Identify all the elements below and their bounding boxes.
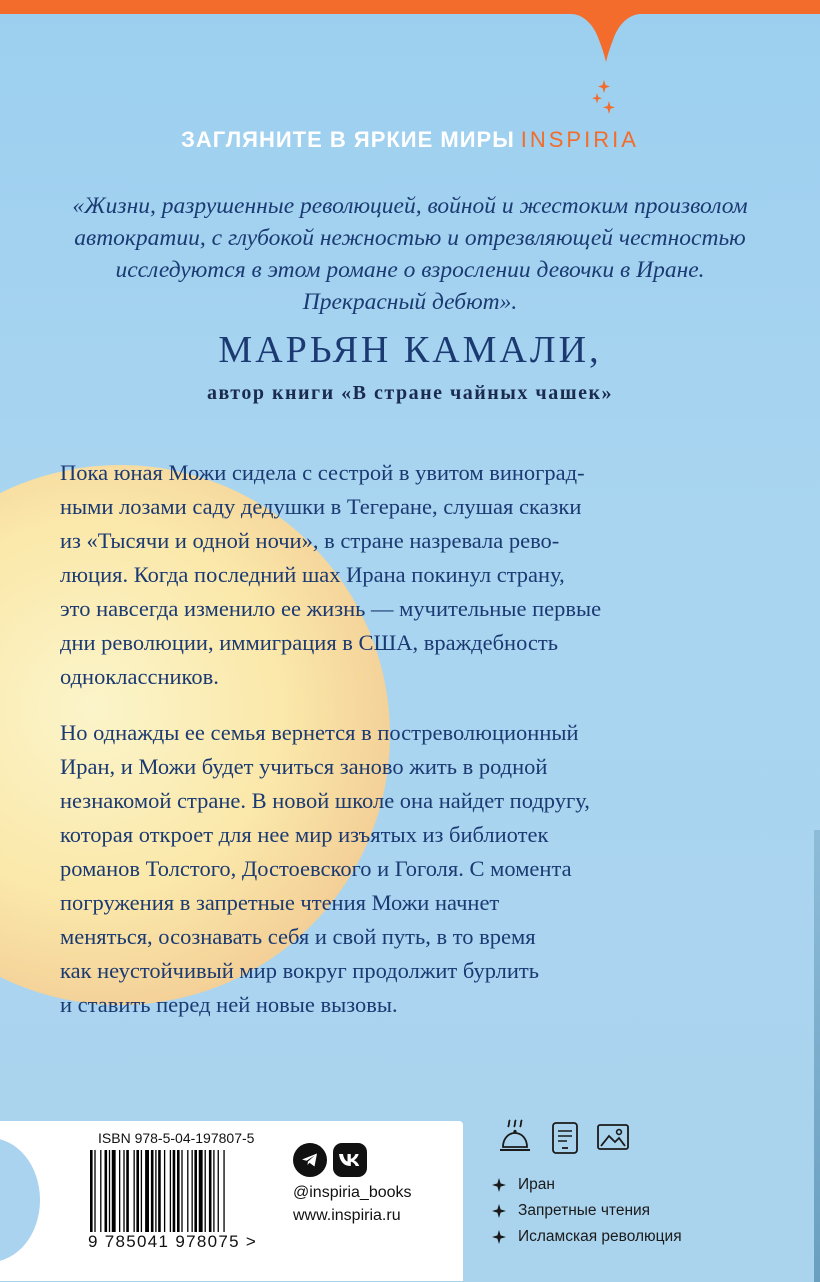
category-tag-label: Иран: [518, 1176, 555, 1193]
description-paragraph-2: Но однажды ее семья вернется в постреволюционный Иран, и Можи будет учиться заново жить в родной незнакомой стране. В новой школе она найдет подругу, которая откроет для нее мир изъятых из библиотек романов Толстого, Достоевского и Гоголя. С момента погружения в запретные чтения Можи начнет меняться, осознавать себя и свой путь, в то время как неустойчивый мир вокруг продолжит бурлить и ставить перед ней новые вызовы.: [60, 720, 590, 1017]
star-icon: [492, 1230, 506, 1244]
category-tag: [492, 1172, 682, 1198]
website-link[interactable]: www.inspiria.ru: [293, 1207, 401, 1224]
category-tag: [492, 1224, 682, 1250]
ebook-icon: [547, 1115, 583, 1157]
picture-icon: [595, 1115, 631, 1157]
orange-tab-shape: [571, 0, 641, 64]
barcode-digits: 9 785041 978075 >: [88, 1232, 258, 1251]
category-tag-label: Исламская революция: [518, 1228, 682, 1245]
review-quote: «Жизни, разрушенные революцией, войной и жестоким произволом автократии, с глубокой нежностью и отрезвляющей честностью исследуются в этом романе о взрослении девочки в Иране. Прекрасный дебют».: [72, 193, 748, 315]
description-paragraph-1: Пока юная Можи сидела с сестрой в увитом виноград- ными лозами саду дедушки в Тегеране, слушая сказки из «Тысячи и одной ночи», в стране назревала рево- люция. Когда последний шах Ирана покинул страну, это навсегда изменило ее жизнь — мучительные первые дни революции, иммиграция в США, враждебность одноклассников.: [60, 460, 602, 689]
category-tag: [492, 1198, 682, 1224]
sparkle-icon: [590, 78, 620, 118]
spine-edge: [814, 830, 820, 1282]
social-handle[interactable]: @inspiria_books: [293, 1184, 412, 1201]
isbn-label: ISBN 978-5-04-197807-5: [98, 1130, 255, 1146]
top-orange-bar: [0, 0, 820, 14]
publisher-tagline: [0, 127, 820, 153]
star-icon: [492, 1178, 506, 1192]
category-tags: [492, 1172, 682, 1250]
quote-author-name: МАРЬЯН КАМАЛИ,: [218, 329, 602, 371]
quote-author-subtitle: автор книги «В стране чайных чашек»: [207, 382, 613, 404]
category-tag-label: Запретные чтения: [518, 1202, 651, 1219]
star-icon: [492, 1204, 506, 1218]
telegram-icon[interactable]: [293, 1143, 327, 1177]
cloche-icon: [497, 1115, 533, 1157]
vk-icon[interactable]: [333, 1143, 367, 1177]
tagline-prefix: ЗАГЛЯНИТЕ В ЯРКИЕ МИРЫ: [181, 127, 515, 152]
publisher-name: INSPIRIA: [520, 127, 639, 152]
barcode-image: [90, 1150, 258, 1232]
